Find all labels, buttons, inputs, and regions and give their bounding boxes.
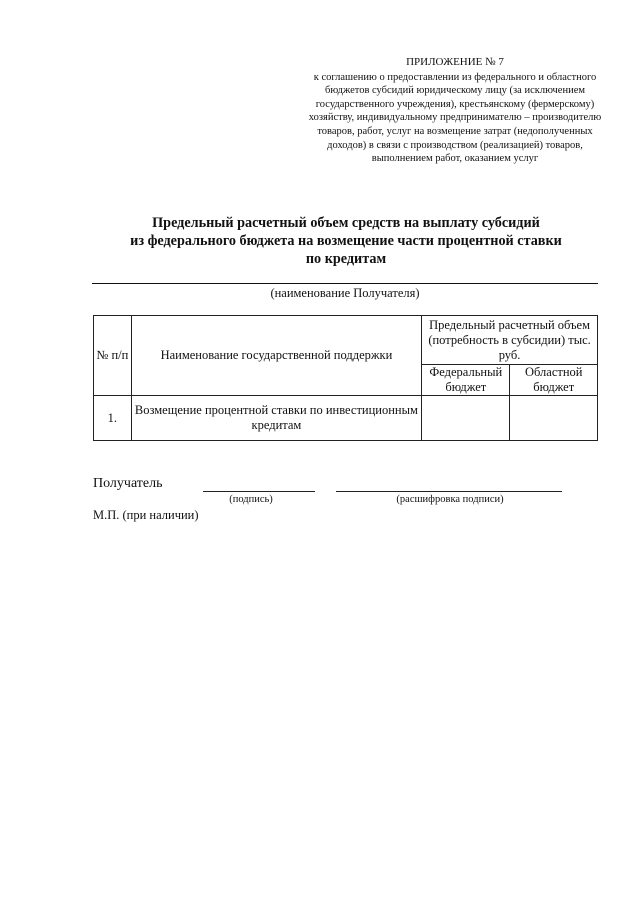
col-number-header: № п/п [94,316,132,396]
appendix-line: государственного учреждения), крестьянскому (фермерскому) [315,98,595,110]
title-line: Предельный расчетный объем средств на выплату субсидий [152,215,540,231]
table-row [94,396,598,441]
appendix-header [296,56,614,166]
subsidy-table [93,315,598,441]
document-title [92,214,600,268]
signature-decode-line[interactable] [336,491,562,492]
appendix-line: товаров, работ, услуг на возмещение затрат (недополученных [317,125,593,137]
col-limit-header: Предельный расчетный объем (потребность в субсидии) тыс. руб. [422,316,598,365]
recipient-name-line[interactable] [92,283,598,284]
appendix-line: выполнением работ, оказанием услуг [371,153,539,165]
row-regional-cell[interactable] [510,396,598,441]
title-line: по кредитам [305,251,387,267]
row-number: 1. [94,396,132,441]
stamp-label: М.П. (при наличии) [93,508,199,522]
table-header-row [94,316,598,365]
row-support-name: Возмещение процентной ставки по инвестиционным кредитам [131,396,421,441]
appendix-heading: ПРИЛОЖЕНИЕ № 7 [406,56,504,68]
col-regional-header: Областной бюджет [510,365,598,396]
appendix-line: хозяйству, индивидуальному предпринимателю – производителю [308,112,602,124]
signature-line[interactable] [203,491,315,492]
appendix-line: бюджетов субсидий юридическому лицу (за исключением [324,85,586,97]
recipient-signature-label: Получатель [93,476,163,491]
col-name-header: Наименование государственной поддержки [131,316,421,396]
row-federal-cell[interactable] [422,396,510,441]
signature-decode-caption: (расшифровка подписи) [396,494,504,505]
appendix-line: к соглашению о предоставлении из федерального и областного [313,71,597,83]
recipient-caption: (наименование Получателя) [270,286,420,300]
title-line: из федерального бюджета на возмещение части процентной ставки [130,233,562,249]
col-federal-header: Федеральный бюджет [422,365,510,396]
signature-caption: (подпись) [229,494,273,505]
appendix-line: доходов) в связи с производством (реализацией) товаров, [327,139,583,151]
